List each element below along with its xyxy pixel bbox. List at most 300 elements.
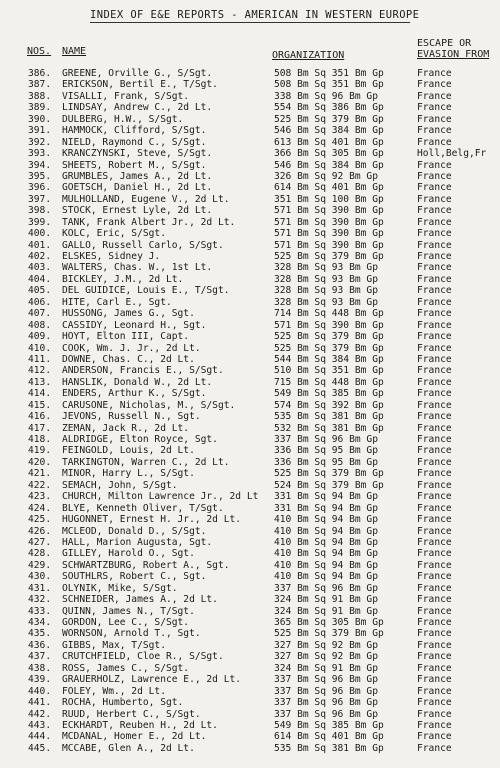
- record-name: MCCABE, Glen A., 2d Lt.: [62, 742, 195, 754]
- record-escape-location: France: [417, 719, 452, 731]
- record-number: 433.: [28, 605, 52, 617]
- record-name: RUUD, Herbert C., S/Sgt.: [62, 708, 201, 720]
- record-name: COOK, Wm. J. Jr., 2d Lt.: [62, 342, 201, 354]
- table-row: [0, 663, 500, 674]
- record-name: DOWNE, Chas. C., 2d Lt.: [62, 353, 195, 365]
- title-underline: [90, 22, 410, 23]
- record-organization: 524 Bm Sq 379 Bm Gp: [274, 479, 384, 491]
- table-row: [0, 320, 500, 331]
- record-escape-location: France: [417, 445, 452, 457]
- record-escape-location: France: [417, 228, 452, 240]
- table-row: [0, 297, 500, 308]
- record-escape-location: France: [417, 273, 452, 285]
- record-name: MCLEOD, Donald D., S/Sgt.: [62, 525, 207, 537]
- record-number: 444.: [28, 731, 52, 743]
- record-escape-location: France: [417, 548, 452, 560]
- table-row: [0, 651, 500, 662]
- record-number: 434.: [28, 617, 52, 628]
- table-row: [0, 445, 500, 456]
- record-organization: 544 Bm Sq 384 Bm Gp: [274, 353, 384, 365]
- record-name: CRUTCHFIELD, Cloe R., S/Sgt.: [62, 651, 224, 663]
- table-row: [0, 468, 500, 479]
- record-escape-location: France: [417, 617, 452, 628]
- table-row: [0, 354, 500, 365]
- header-name: NAME: [62, 46, 87, 57]
- table-row: [0, 240, 500, 251]
- record-name: KOLC, Eric, S/Sgt.: [62, 228, 166, 240]
- record-escape-location: France: [417, 525, 452, 537]
- table-row: [0, 606, 500, 617]
- record-name: JEVONS, Russell N., Sgt.: [62, 411, 201, 423]
- record-name: GRUMBLES, James A., 2d Lt.: [62, 170, 213, 182]
- table-row: [0, 594, 500, 605]
- record-escape-location: France: [417, 479, 452, 491]
- record-number: 396.: [28, 182, 52, 194]
- record-escape-location: France: [417, 411, 452, 423]
- record-number: 404.: [28, 273, 52, 285]
- record-number: 408.: [28, 319, 52, 331]
- record-escape-location: France: [417, 216, 452, 228]
- record-escape-location: France: [417, 697, 452, 709]
- record-organization: 574 Bm Sq 392 Bm Gp: [274, 399, 384, 411]
- table-row: [0, 503, 500, 514]
- record-escape-location: France: [417, 559, 452, 571]
- record-name: TARKINGTON, Warren C., 2d Lt.: [62, 456, 230, 468]
- record-name: HALL, Marion Augusta, Sgt.: [62, 536, 213, 548]
- record-name: CASSIDY, Leonard H., Sgt.: [62, 319, 207, 331]
- record-number: 422.: [28, 479, 52, 491]
- record-escape-location: Holl,Belg,Fr: [417, 148, 487, 160]
- record-organization: 571 Bm Sq 390 Bm Gp: [274, 239, 384, 251]
- record-escape-location: France: [417, 102, 452, 114]
- record-number: 410.: [28, 342, 52, 354]
- record-number: 419.: [28, 445, 52, 457]
- record-organization: 324 Bm Sq 91 Bm Gp: [274, 605, 378, 617]
- record-number: 403.: [28, 262, 52, 274]
- record-name: ELSKES, Sidney J.: [62, 251, 161, 262]
- record-name: GILLEY, Harold O., Sgt.: [62, 548, 195, 560]
- table-row: [0, 194, 500, 205]
- record-number: 443.: [28, 719, 52, 731]
- record-name: FOLEY, Wm., 2d Lt.: [62, 685, 166, 697]
- record-escape-location: France: [417, 170, 452, 182]
- record-escape-location: France: [417, 582, 452, 594]
- record-number: 424.: [28, 502, 52, 514]
- record-name: MCDANAL, Homer E., 2d Lt.: [62, 731, 207, 743]
- record-organization: 549 Bm Sq 385 Bm Gp: [274, 388, 384, 400]
- record-escape-location: France: [417, 262, 452, 274]
- table-row: [0, 274, 500, 285]
- record-number: 393.: [28, 148, 52, 160]
- table-row: [0, 411, 500, 422]
- record-number: 395.: [28, 170, 52, 182]
- record-organization: 614 Bm Sq 401 Bm Gp: [274, 731, 384, 743]
- record-number: 407.: [28, 308, 52, 320]
- record-escape-location: France: [417, 639, 452, 651]
- record-organization: 508 Bm Sq 351 Bm Gp: [274, 68, 384, 79]
- record-number: 423.: [28, 491, 52, 503]
- record-name: CARUSONE, Nicholas, M., S/Sgt.: [62, 399, 236, 411]
- table-row: [0, 720, 500, 731]
- table-row: [0, 628, 500, 639]
- record-organization: 715 Bm Sq 448 Bm Gp: [274, 376, 384, 388]
- record-name: DULBERG, H.W., S/Sgt.: [62, 113, 184, 125]
- table-row: [0, 731, 500, 742]
- record-escape-location: France: [417, 536, 452, 548]
- header-organization: ORGANIZATION: [272, 50, 345, 61]
- record-number: 405.: [28, 285, 52, 297]
- record-escape-location: France: [417, 251, 452, 262]
- table-row: [0, 68, 500, 79]
- record-number: 390.: [28, 113, 52, 125]
- record-organization: 510 Bm Sq 351 Bm Gp: [274, 365, 384, 377]
- record-number: 425.: [28, 514, 52, 526]
- record-organization: 614 Bm Sq 401 Bm Gp: [274, 182, 384, 194]
- record-escape-location: France: [417, 90, 452, 102]
- record-escape-location: France: [417, 571, 452, 583]
- record-number: 435.: [28, 628, 52, 640]
- record-name: ROSS, James C., S/Sgt.: [62, 662, 190, 674]
- record-name: GIBBS, Max, T/Sgt.: [62, 639, 166, 651]
- record-organization: 714 Bm Sq 448 Bm Gp: [274, 308, 384, 320]
- record-escape-location: France: [417, 331, 452, 343]
- record-escape-location: France: [417, 296, 452, 308]
- record-escape-location: France: [417, 685, 452, 697]
- record-name: SCHNEIDER, James A., 2d Lt.: [62, 594, 218, 606]
- record-name: GRAUERHOLZ, Lawrence E., 2d Lt.: [62, 674, 242, 686]
- record-number: 439.: [28, 674, 52, 686]
- record-escape-location: France: [417, 319, 452, 331]
- record-organization: 525 Bm Sq 379 Bm Gp: [274, 331, 384, 343]
- record-organization: 336 Bm Sq 95 Bm Gp: [274, 445, 378, 457]
- record-organization: 571 Bm Sq 390 Bm Gp: [274, 319, 384, 331]
- record-number: 401.: [28, 239, 52, 251]
- record-name: WALTERS, Chas. W., 1st Lt.: [62, 262, 213, 274]
- record-name: ECKHARDT, Reuben H., 2d Lt.: [62, 719, 218, 731]
- record-name: SOUTHLRS, Robert C., Sgt.: [62, 571, 207, 583]
- record-number: 445.: [28, 742, 52, 754]
- record-organization: 546 Bm Sq 384 Bm Gp: [274, 125, 384, 137]
- record-escape-location: France: [417, 742, 452, 754]
- record-escape-location: France: [417, 136, 452, 148]
- record-escape-location: France: [417, 376, 452, 388]
- record-number: 427.: [28, 536, 52, 548]
- record-number: 391.: [28, 125, 52, 137]
- record-escape-location: France: [417, 434, 452, 445]
- record-number: 387.: [28, 79, 52, 91]
- record-name: GALLO, Russell Carlo, S/Sgt.: [62, 239, 224, 251]
- table-row: [0, 262, 500, 273]
- records-list: [0, 68, 500, 754]
- record-name: BLYE, Kenneth Oliver, T/Sgt.: [62, 502, 224, 514]
- record-escape-location: France: [417, 502, 452, 514]
- table-row: [0, 91, 500, 102]
- record-number: 400.: [28, 228, 52, 240]
- table-row: [0, 228, 500, 239]
- record-name: ENDERS, Arthur K., S/Sgt.: [62, 388, 207, 400]
- table-row: [0, 79, 500, 90]
- table-row: [0, 125, 500, 136]
- record-number: 440.: [28, 685, 52, 697]
- table-row: [0, 171, 500, 182]
- table-row: [0, 514, 500, 525]
- table-row: [0, 674, 500, 685]
- record-name: HAMMOCK, Clifford, S/Sgt.: [62, 125, 207, 137]
- record-organization: 410 Bm Sq 94 Bm Gp: [274, 559, 378, 571]
- record-organization: 525 Bm Sq 379 Bm Gp: [274, 113, 384, 125]
- record-name: BICKLEY, J.M., 2d Lt.: [62, 273, 184, 285]
- record-organization: 571 Bm Sq 390 Bm Gp: [274, 228, 384, 240]
- record-organization: 327 Bm Sq 92 Bm Gp: [274, 651, 378, 663]
- record-organization: 525 Bm Sq 379 Bm Gp: [274, 468, 384, 480]
- record-escape-location: France: [417, 651, 452, 663]
- table-row: [0, 583, 500, 594]
- document-title: INDEX OF E&E REPORTS - AMERICAN IN WESTERN EUROPE: [90, 9, 420, 21]
- record-organization: 549 Bm Sq 385 Bm Gp: [274, 719, 384, 731]
- table-row: [0, 114, 500, 125]
- table-row: [0, 388, 500, 399]
- record-number: 392.: [28, 136, 52, 148]
- record-escape-location: France: [417, 456, 452, 468]
- record-number: 437.: [28, 651, 52, 663]
- table-row: [0, 365, 500, 376]
- record-organization: 326 Bm Sq 92 Bm Gp: [274, 170, 378, 182]
- table-row: [0, 491, 500, 502]
- record-name: HUSSONG, James G., Sgt.: [62, 308, 195, 320]
- record-escape-location: France: [417, 79, 452, 91]
- record-name: OLYNIK, Mike, S/Sgt.: [62, 582, 178, 594]
- table-row: [0, 697, 500, 708]
- record-escape-location: France: [417, 68, 452, 79]
- record-name: SCHWARTZBURG, Robert A., Sgt.: [62, 559, 230, 571]
- record-number: 432.: [28, 594, 52, 606]
- record-organization: 328 Bm Sq 93 Bm Gp: [274, 285, 378, 297]
- record-number: 436.: [28, 639, 52, 651]
- record-name: LINDSAY, Andrew C., 2d Lt.: [62, 102, 213, 114]
- record-number: 429.: [28, 559, 52, 571]
- record-number: 415.: [28, 399, 52, 411]
- record-name: ANDERSON, Francis E., S/Sgt.: [62, 365, 224, 377]
- record-name: HITE, Carl E., Sgt.: [62, 296, 172, 308]
- record-number: 418.: [28, 434, 52, 445]
- table-row: [0, 217, 500, 228]
- header-escape: [417, 38, 489, 60]
- record-number: 430.: [28, 571, 52, 583]
- record-organization: 508 Bm Sq 351 Bm Gp: [274, 79, 384, 91]
- table-row: [0, 285, 500, 296]
- table-row: [0, 102, 500, 113]
- table-row: [0, 423, 500, 434]
- record-organization: 525 Bm Sq 379 Bm Gp: [274, 251, 384, 262]
- record-organization: 338 Bm Sq 96 Bm Gp: [274, 90, 378, 102]
- record-escape-location: France: [417, 125, 452, 137]
- record-escape-location: France: [417, 182, 452, 194]
- record-number: 397.: [28, 193, 52, 205]
- record-organization: 535 Bm Sq 381 Bm Gp: [274, 742, 384, 754]
- record-escape-location: France: [417, 205, 452, 217]
- record-name: STOCK, Ernest Lyle, 2d Lt.: [62, 205, 213, 217]
- record-number: 417.: [28, 422, 52, 434]
- record-number: 441.: [28, 697, 52, 709]
- table-row: [0, 571, 500, 582]
- record-organization: 337 Bm Sq 96 Bm Gp: [274, 708, 378, 720]
- record-name: SEMACH, John, S/Sgt.: [62, 479, 178, 491]
- table-row: [0, 343, 500, 354]
- record-number: 412.: [28, 365, 52, 377]
- record-number: 426.: [28, 525, 52, 537]
- record-organization: 328 Bm Sq 93 Bm Gp: [274, 262, 378, 274]
- table-row: [0, 148, 500, 159]
- record-name: GREENE, Orville G., S/Sgt.: [62, 68, 213, 79]
- record-name: HOYT, Elton III, Capt.: [62, 331, 190, 343]
- record-number: 411.: [28, 353, 52, 365]
- table-row: [0, 617, 500, 628]
- record-organization: 410 Bm Sq 94 Bm Gp: [274, 571, 378, 583]
- table-row: [0, 560, 500, 571]
- table-row: [0, 480, 500, 491]
- header-escape-line1: ESCAPE OR: [417, 38, 472, 49]
- record-escape-location: France: [417, 159, 452, 171]
- record-organization: 535 Bm Sq 381 Bm Gp: [274, 411, 384, 423]
- record-organization: 571 Bm Sq 390 Bm Gp: [274, 216, 384, 228]
- record-number: 406.: [28, 296, 52, 308]
- record-name: ALDRIDGE, Elton Royce, Sgt.: [62, 434, 218, 445]
- record-escape-location: France: [417, 399, 452, 411]
- record-organization: 613 Bm Sq 401 Bm Gp: [274, 136, 384, 148]
- record-escape-location: France: [417, 491, 452, 503]
- record-name: ZEMAN, Jack R., 2d Lt.: [62, 422, 190, 434]
- record-number: 438.: [28, 662, 52, 674]
- record-number: 409.: [28, 331, 52, 343]
- table-row: [0, 160, 500, 171]
- table-row: [0, 331, 500, 342]
- record-number: 414.: [28, 388, 52, 400]
- record-escape-location: France: [417, 193, 452, 205]
- record-organization: 525 Bm Sq 379 Bm Gp: [274, 628, 384, 640]
- record-organization: 554 Bm Sq 386 Bm Gp: [274, 102, 384, 114]
- record-escape-location: France: [417, 308, 452, 320]
- record-name: CHURCH, Milton Lawrence Jr., 2d Lt: [62, 491, 259, 503]
- record-organization: 337 Bm Sq 96 Bm Gp: [274, 582, 378, 594]
- table-row: [0, 137, 500, 148]
- record-organization: 546 Bm Sq 384 Bm Gp: [274, 159, 384, 171]
- record-organization: 336 Bm Sq 95 Bm Gp: [274, 456, 378, 468]
- record-escape-location: France: [417, 388, 452, 400]
- record-escape-location: France: [417, 605, 452, 617]
- record-escape-location: France: [417, 594, 452, 606]
- record-number: 416.: [28, 411, 52, 423]
- record-name: QUINN, James N., T/Sgt.: [62, 605, 195, 617]
- record-organization: 366 Bm Sq 305 Bm Gp: [274, 148, 384, 160]
- record-name: WORNSON, Arnold T., Sgt.: [62, 628, 201, 640]
- record-organization: 324 Bm Sq 91 Bm Gp: [274, 594, 378, 606]
- record-organization: 331 Bm Sq 94 Bm Gp: [274, 491, 378, 503]
- table-row: [0, 457, 500, 468]
- record-organization: 532 Bm Sq 381 Bm Gp: [274, 422, 384, 434]
- record-number: 413.: [28, 376, 52, 388]
- table-row: [0, 548, 500, 559]
- table-row: [0, 205, 500, 216]
- record-escape-location: France: [417, 468, 452, 480]
- record-name: HUGONNET, Ernest H. Jr., 2d Lt.: [62, 514, 242, 526]
- record-number: 399.: [28, 216, 52, 228]
- record-escape-location: France: [417, 628, 452, 640]
- record-name: NIELD, Raymond C., S/Sgt.: [62, 136, 207, 148]
- record-organization: 571 Bm Sq 390 Bm Gp: [274, 205, 384, 217]
- table-row: [0, 709, 500, 720]
- record-name: FEINGOLD, Louis, 2d Lt.: [62, 445, 195, 457]
- record-number: 388.: [28, 90, 52, 102]
- record-escape-location: France: [417, 353, 452, 365]
- record-organization: 410 Bm Sq 94 Bm Gp: [274, 548, 378, 560]
- record-number: 389.: [28, 102, 52, 114]
- record-organization: 331 Bm Sq 94 Bm Gp: [274, 502, 378, 514]
- table-row: [0, 640, 500, 651]
- table-row: [0, 251, 500, 262]
- record-organization: 525 Bm Sq 379 Bm Gp: [274, 342, 384, 354]
- record-organization: 324 Bm Sq 91 Bm Gp: [274, 662, 378, 674]
- record-organization: 337 Bm Sq 96 Bm Gp: [274, 674, 378, 686]
- table-row: [0, 686, 500, 697]
- header-escape-line2: EVASION FROM: [417, 49, 490, 60]
- record-organization: 337 Bm Sq 96 Bm Gp: [274, 434, 378, 445]
- record-number: 431.: [28, 582, 52, 594]
- table-row: [0, 743, 500, 754]
- record-number: 421.: [28, 468, 52, 480]
- record-name: MULHOLLAND, Eugene V., 2d Lt.: [62, 193, 230, 205]
- record-organization: 328 Bm Sq 93 Bm Gp: [274, 273, 378, 285]
- record-escape-location: France: [417, 422, 452, 434]
- table-row: [0, 537, 500, 548]
- record-name: TANK, Frank Albert Jr., 2d Lt.: [62, 216, 236, 228]
- record-escape-location: France: [417, 365, 452, 377]
- record-organization: 351 Bm Sq 100 Bm Gp: [274, 193, 384, 205]
- record-number: 394.: [28, 159, 52, 171]
- table-row: [0, 526, 500, 537]
- record-name: ROCHA, Humberto, Sgt.: [62, 697, 184, 709]
- record-escape-location: France: [417, 342, 452, 354]
- header-nos: NOS.: [27, 46, 52, 57]
- record-name: KRANCZYNSKI, Steve, S/Sgt.: [62, 148, 213, 160]
- record-escape-location: France: [417, 113, 452, 125]
- record-organization: 410 Bm Sq 94 Bm Gp: [274, 525, 378, 537]
- record-name: DEL GUIDICE, Louis E., T/Sgt.: [62, 285, 230, 297]
- table-row: [0, 308, 500, 319]
- record-number: 402.: [28, 251, 52, 262]
- record-name: MINOR, Harry L., S/Sgt.: [62, 468, 195, 480]
- record-escape-location: France: [417, 674, 452, 686]
- record-escape-location: France: [417, 239, 452, 251]
- record-number: 428.: [28, 548, 52, 560]
- record-organization: 365 Bm Sq 305 Bm Gp: [274, 617, 384, 628]
- record-name: VISALLI, Frank, S/Sgt.: [62, 90, 190, 102]
- table-row: [0, 434, 500, 445]
- record-name: ERICKSON, Bertil E., T/Sgt.: [62, 79, 218, 91]
- table-row: [0, 182, 500, 193]
- record-number: 420.: [28, 456, 52, 468]
- record-escape-location: France: [417, 514, 452, 526]
- record-organization: 327 Bm Sq 92 Bm Gp: [274, 639, 378, 651]
- record-number: 398.: [28, 205, 52, 217]
- record-organization: 410 Bm Sq 94 Bm Gp: [274, 536, 378, 548]
- record-name: GORDON, Lee C., S/Sgt.: [62, 617, 190, 628]
- record-organization: 337 Bm Sq 96 Bm Gp: [274, 697, 378, 709]
- record-escape-location: France: [417, 731, 452, 743]
- record-name: HANSLIK, Donald W., 2d Lt.: [62, 376, 213, 388]
- table-row: [0, 400, 500, 411]
- record-name: GOETSCH, Daniel H., 2d Lt.: [62, 182, 213, 194]
- table-row: [0, 377, 500, 388]
